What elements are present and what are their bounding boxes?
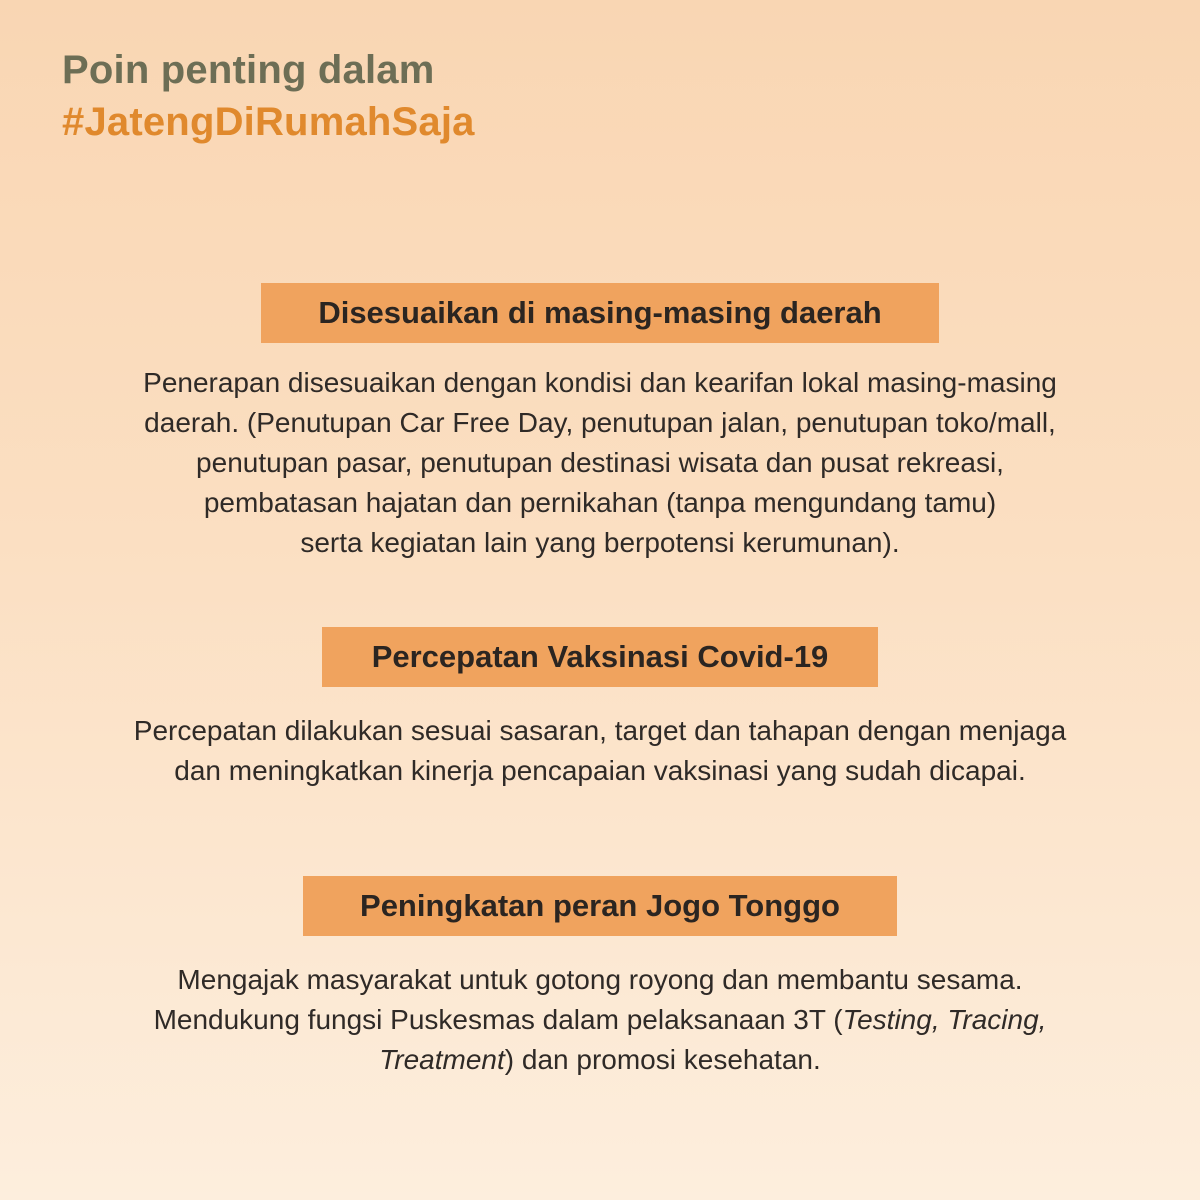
body-line: Percepatan dilakukan sesuai sasaran, target dan tahapan dengan menjaga bbox=[133, 715, 1067, 746]
section-body bbox=[0, 711, 1200, 791]
body-text-run: ) dan promosi kesehatan. bbox=[504, 1044, 821, 1075]
section-heading: Percepatan Vaksinasi Covid-19 bbox=[322, 627, 878, 687]
body-line: Mengajak masyarakat untuk gotong royong dan membantu sesama. bbox=[177, 964, 1023, 995]
body-line: daerah. (Penutupan Car Free Day, penutupan jalan, penutupan toko/mall, bbox=[144, 407, 1056, 438]
section-heading: Disesuaikan di masing-masing daerah bbox=[261, 283, 939, 343]
section-body bbox=[0, 363, 1200, 563]
body-line: penutupan pasar, penutupan destinasi wisata dan pusat rekreasi, bbox=[196, 447, 1004, 478]
body-line: pembatasan hajatan dan pernikahan (tanpa mengundang tamu) bbox=[203, 487, 997, 518]
body-text-run: Mendukung fungsi Puskesmas dalam pelaksanaan 3T ( bbox=[153, 1004, 843, 1035]
title-line-1: Poin penting dalam bbox=[62, 48, 435, 92]
section-heading: Peningkatan peran Jogo Tonggo bbox=[303, 876, 897, 936]
body-text-italic: Treatment bbox=[379, 1044, 505, 1075]
section-vaccination bbox=[0, 627, 1200, 791]
body-line: dan meningkatkan kinerja pencapaian vaksinasi yang sudah dicapai. bbox=[174, 755, 1026, 786]
section-body bbox=[0, 960, 1200, 1080]
body-line: Penerapan disesuaikan dengan kondisi dan kearifan lokal masing-masing bbox=[143, 367, 1057, 398]
section-regional bbox=[0, 283, 1200, 563]
body-line: serta kegiatan lain yang berpotensi kerumunan). bbox=[300, 527, 900, 558]
body-line bbox=[0, 1000, 1200, 1040]
body-line bbox=[0, 1040, 1200, 1080]
section-jogo-tonggo bbox=[0, 876, 1200, 1080]
title-hashtag: #JatengDiRumahSaja bbox=[62, 100, 475, 144]
body-text-italic: Testing, Tracing, bbox=[842, 1004, 1047, 1035]
